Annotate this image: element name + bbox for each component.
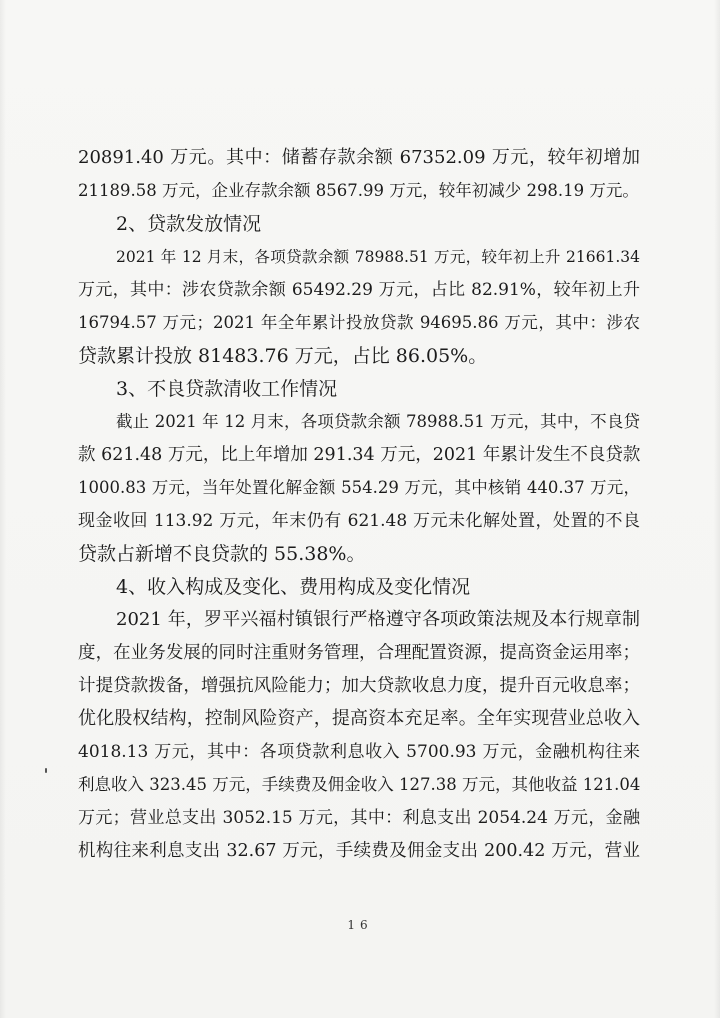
scan-speck (45, 768, 47, 773)
body-line: 4018.13 万元，其中：各项贷款利息收入 5700.93 万元，金融机构往来 (78, 742, 640, 762)
body-line: 截止 2021 年 12 月末，各项贷款余额 78988.51 万元，其中，不良贷 (116, 412, 640, 431)
section-heading-income: 4、收入构成及变化、费用构成及变化情况 (116, 576, 471, 598)
scan-shadow-left (0, 0, 6, 1018)
body-line: 贷款占新增不良贷款的 55.38%。 (78, 543, 366, 565)
body-line: 贷款累计投放 81483.76 万元，占比 86.05%。 (78, 345, 488, 367)
scan-shadow-right (714, 0, 720, 1018)
body-line: 21189.58 万元，企业存款余额 8567.99 万元，较年初减少 298.19 万元。 (78, 181, 639, 200)
body-line: 度，在业务发展的同时注重财务管理，合理配置资源，提高资金运用率； (78, 643, 640, 663)
section-heading-loans: 2、贷款发放情况 (116, 213, 262, 235)
body-line: 计提贷款拨备，增强抗风险能力；加大贷款收息力度，提升百元收息率； (78, 676, 640, 696)
body-line: 机构往来利息支出 32.67 万元，手续费及佣金支出 200.42 万元，营业 (78, 841, 640, 861)
body-line: 2021 年，罗平兴福村镇银行严格遵守各项政策法规及本行规章制 (116, 609, 640, 630)
section-heading-npl: 3、不良贷款清收工作情况 (116, 378, 338, 400)
body-line: 20891.40 万元。其中：储蓄存款余额 67352.09 万元，较年初增加 (78, 147, 640, 168)
body-line: 2021 年 12 月末，各项贷款余额 78988.51 万元，较年初上升 21661.34 (116, 248, 640, 266)
body-line: 1000.83 万元，当年处置化解金额 554.29 万元，其中核销 440.37 万元， (78, 478, 640, 497)
body-line: 现金收回 113.92 万元，年末仍有 621.48 万元未化解处置，处置的不良 (78, 511, 640, 531)
body-line: 万元，其中：涉农贷款余额 65492.29 万元，占比 82.91%，较年初上升 (78, 280, 640, 300)
body-line: 款 621.48 万元，比上年增加 291.34 万元，2021 年累计发生不良贷款 (78, 445, 640, 465)
body-line: 利息收入 323.45 万元，手续费及佣金收入 127.38 万元，其他收益 121.04 (78, 775, 640, 794)
page-number: 16 (347, 918, 373, 932)
body-line: 优化股权结构，控制风险资产，提高资本充足率。全年实现营业总收入 (78, 708, 640, 729)
body-line: 16794.57 万元；2021 年全年累计投放贷款 94695.86 万元，其中：涉农 (78, 313, 640, 332)
body-line: 万元；营业总支出 3052.15 万元，其中：利息支出 2054.24 万元，金融 (78, 808, 640, 828)
